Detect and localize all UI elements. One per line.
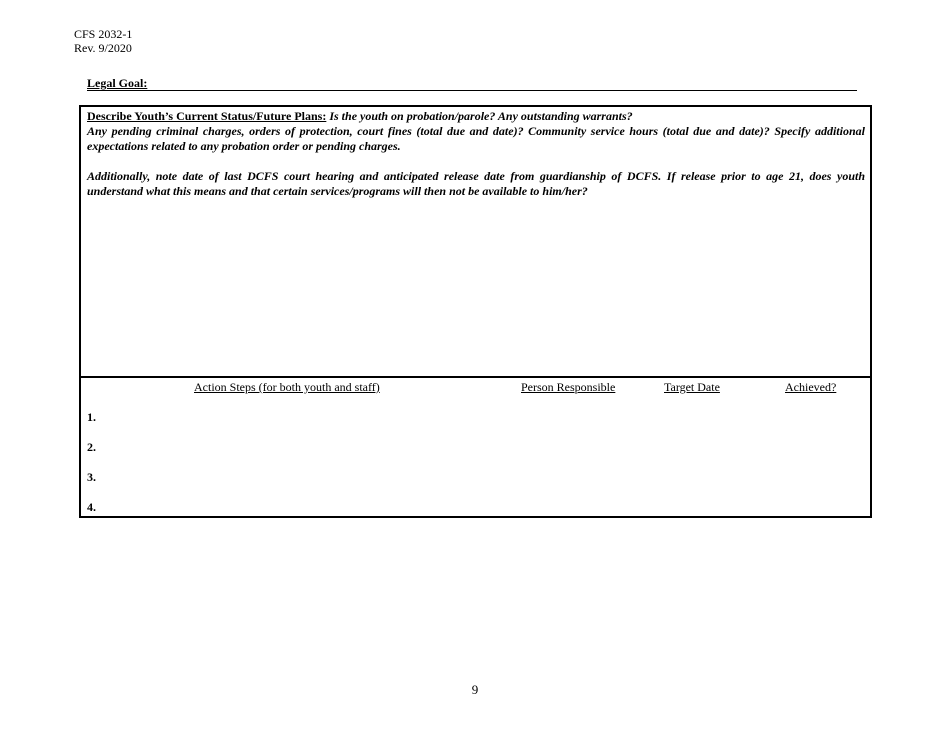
action-step-1-number: 1. [87,410,96,424]
youth-status-form [79,105,872,518]
status-question-2: Any pending criminal charges, orders of protection, court fines (total due and date)? Community service hours (total due and date)? Specify additional expectations related to any probation order or pending charges. [87,124,865,153]
action-step-2-number: 2. [87,440,96,454]
status-question-3: Additionally, note date of last DCFS court hearing and anticipated release date from guardianship of DCFS. If release prior to age 21, does youth understand what this means and that certain services/programs will then not be available to him/her? [87,169,865,198]
action-steps-column-header: Action Steps (for both youth and staff) [194,380,380,394]
achieved-column-header: Achieved? [785,380,837,394]
legal-goal-field[interactable] [87,76,857,91]
status-heading: Describe Youth’s Current Status/Future Plans: [87,109,327,123]
form-revision: Rev. 9/2020 [74,41,132,55]
action-step-4-number: 4. [87,500,96,514]
legal-goal-label: Legal Goal: [87,76,148,90]
page-number: 9 [471,682,479,697]
status-question-1: Is the youth on probation/parole? Any outstanding warrants? [329,109,633,123]
person-responsible-column-header: Person Responsible [521,380,616,394]
form-identifier [74,27,132,55]
status-section[interactable] [81,107,870,378]
target-date-column-header: Target Date [664,380,720,394]
status-prompt [87,109,865,154]
action-step-3-number: 3. [87,470,96,484]
form-code: CFS 2032-1 [74,27,133,41]
